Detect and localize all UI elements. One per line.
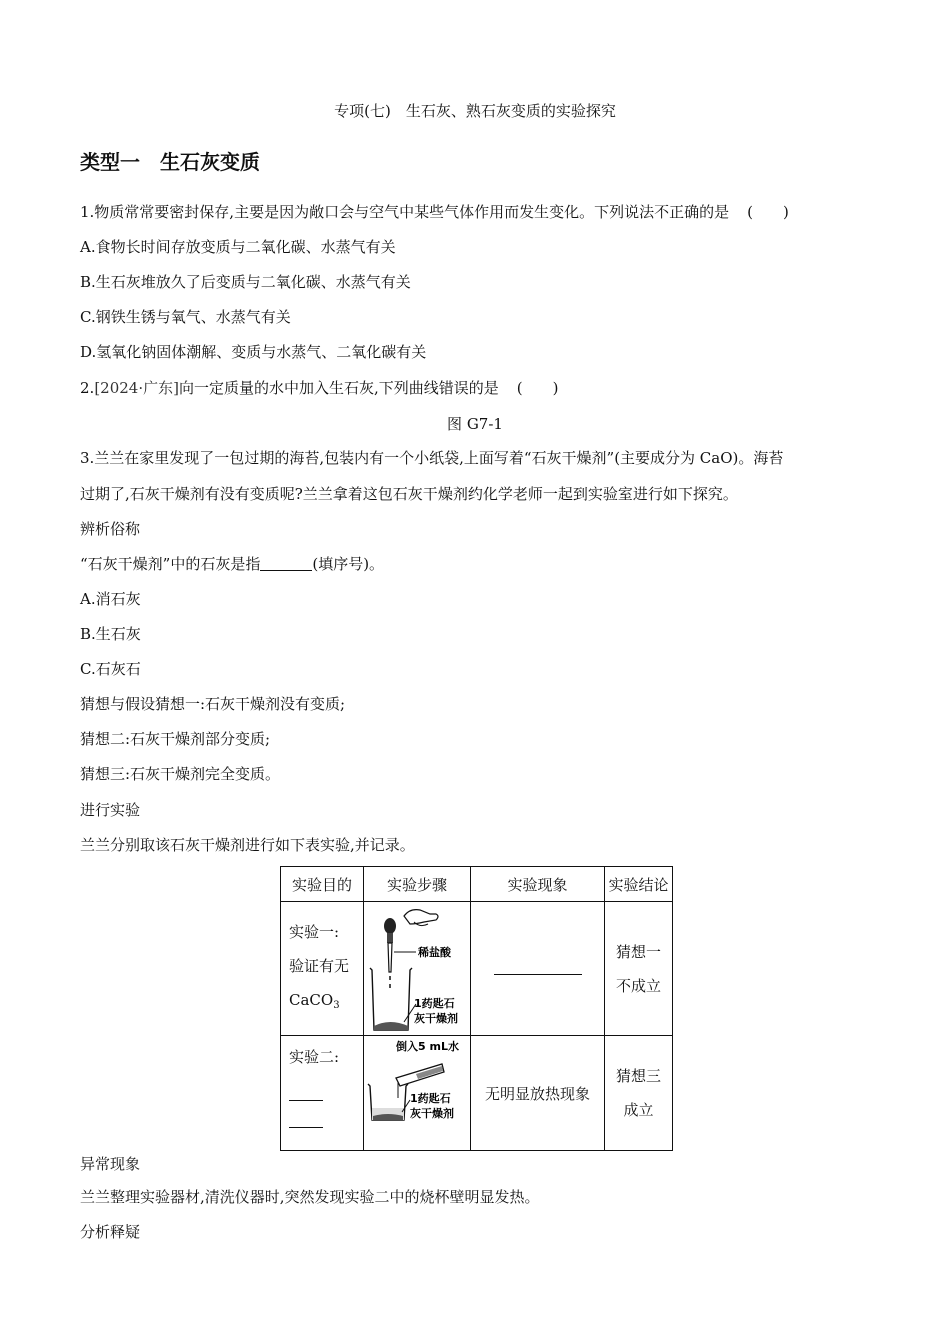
- table-header: 实验目的: [281, 867, 364, 902]
- q3-option-b: B.生石灰: [80, 625, 141, 643]
- q1-option-a: A.食物长时间存放变质与二氧化碳、水蒸气有关: [80, 238, 396, 256]
- q3-stem-line2: 过期了,石灰干燥剂有没有变质呢?兰兰拿着这包石灰干燥剂约化学老师一起到实验室进行如下探究。: [80, 485, 738, 503]
- experiment2-conclusion: [605, 1036, 673, 1151]
- q2-stem-text: 向一定质量的水中加入生石灰,下列曲线错误的是: [178, 379, 499, 397]
- q1-option-d: D.氢氧化钠固体潮解、变质与水蒸气、二氧化碳有关: [80, 343, 427, 361]
- q3-part1-title: 辨析俗称: [80, 520, 141, 538]
- q3-part3-title: 进行实验: [80, 801, 141, 819]
- experiment2-conclusion-line1: 猜想三: [615, 1067, 661, 1085]
- experiment1-purpose-line2: 验证有无: [289, 956, 350, 975]
- q3-part4-title: 异常现象: [80, 1155, 141, 1173]
- q2-num: 2.: [80, 379, 95, 397]
- experiment2-purpose: [281, 1036, 364, 1151]
- hypothesis-3: 猜想三:石灰干燥剂完全变质。: [80, 765, 281, 783]
- section-heading: 类型一 生石灰变质: [80, 150, 260, 174]
- chem-formula: CaCO: [289, 990, 334, 1009]
- q1-stem-text: 1.物质常常要密封保存,主要是因为敞口会与空气中某些气体作用而发生变化。下列说法不正确的是: [80, 203, 730, 221]
- table-header: 实验步骤: [364, 867, 471, 902]
- experiment-table: [280, 866, 673, 1151]
- observation-blank[interactable]: [494, 958, 582, 975]
- q1-option-b: B.生石灰堆放久了后变质与二氧化碳、水蒸气有关: [80, 273, 411, 291]
- experiment1-purpose: [281, 902, 364, 1036]
- q1-answer-paren: ( ): [747, 203, 789, 221]
- dropper-beaker-diagram: [364, 902, 470, 1035]
- q2-stem: [80, 378, 558, 398]
- table-header-row: [281, 867, 673, 902]
- experiment1-conclusion: [605, 902, 673, 1036]
- q3-part3-intro: 兰兰分别取该石灰干燥剂进行如下表实验,并记录。: [80, 836, 415, 854]
- chem-subscript: 3: [333, 999, 340, 1011]
- table-header: 实验结论: [605, 867, 673, 902]
- label-hcl: 稀盐酸: [418, 946, 451, 959]
- q3-part1-question-post: (填序号)。: [312, 555, 385, 573]
- figure-caption: 图 G7-1: [447, 415, 503, 433]
- label-desiccant: 灰干燥剂: [410, 1107, 454, 1120]
- experiment2-observation: 无明显放热现象: [471, 1036, 605, 1151]
- q1-option-c: C.钢铁生锈与氧气、水蒸气有关: [80, 308, 291, 326]
- q3-part1-question: [80, 554, 384, 574]
- experiment1-purpose-line1: 实验一:: [289, 922, 340, 941]
- q2-answer-paren: ( ): [516, 379, 559, 397]
- experiment1-conclusion-line2: 不成立: [615, 976, 661, 995]
- label-desiccant: 灰干燥剂: [414, 1012, 458, 1025]
- purpose-blank-2[interactable]: [289, 1101, 323, 1128]
- experiment2-figure: [364, 1036, 471, 1151]
- q3-option-c: C.石灰石: [80, 660, 141, 678]
- experiment2-conclusion-line2: 成立: [623, 1101, 654, 1119]
- q2-source: [2024·广东]: [94, 379, 179, 397]
- experiment1-figure: [364, 902, 471, 1036]
- page-title: 专项(七) 生石灰、熟石灰变质的实验探究: [334, 102, 616, 120]
- experiment1-observation: [471, 902, 605, 1036]
- q3-option-a: A.消石灰: [80, 590, 141, 608]
- hypothesis-2: 猜想二:石灰干燥剂部分变质;: [80, 730, 271, 748]
- hypothesis-1: 猜想与假设猜想一:石灰干燥剂没有变质;: [80, 695, 346, 713]
- q3-part4-text: 兰兰整理实验器材,清洗仪器时,突然发现实验二中的烧杯壁明显发热。: [80, 1188, 540, 1206]
- q3-stem-line1: 3.兰兰在家里发现了一包过期的海苔,包装内有一个小纸袋,上面写着“石灰干燥剂”(主要成分为 CaO)。海苔: [80, 449, 784, 467]
- label-spoon: 1药匙石: [414, 997, 455, 1010]
- purpose-blank-1[interactable]: [289, 1074, 323, 1101]
- table-row: [281, 902, 673, 1036]
- experiment2-purpose-line1: 实验二:: [289, 1048, 340, 1066]
- experiment1-conclusion-line1: 猜想一: [615, 942, 661, 961]
- table-header: 实验现象: [471, 867, 605, 902]
- pouring-beaker-diagram: [364, 1038, 470, 1148]
- label-spoon: 1药匙石: [410, 1092, 451, 1105]
- q3-part1-question-pre: “石灰干燥剂”中的石灰是指: [80, 555, 261, 573]
- label-water: 倒入5 mL水: [396, 1040, 459, 1053]
- experiment1-purpose-chem: [289, 983, 363, 1023]
- answer-blank[interactable]: [260, 556, 312, 571]
- table-row: [281, 1036, 673, 1151]
- q1-stem: [80, 202, 789, 222]
- q3-part5-title: 分析释疑: [80, 1223, 141, 1241]
